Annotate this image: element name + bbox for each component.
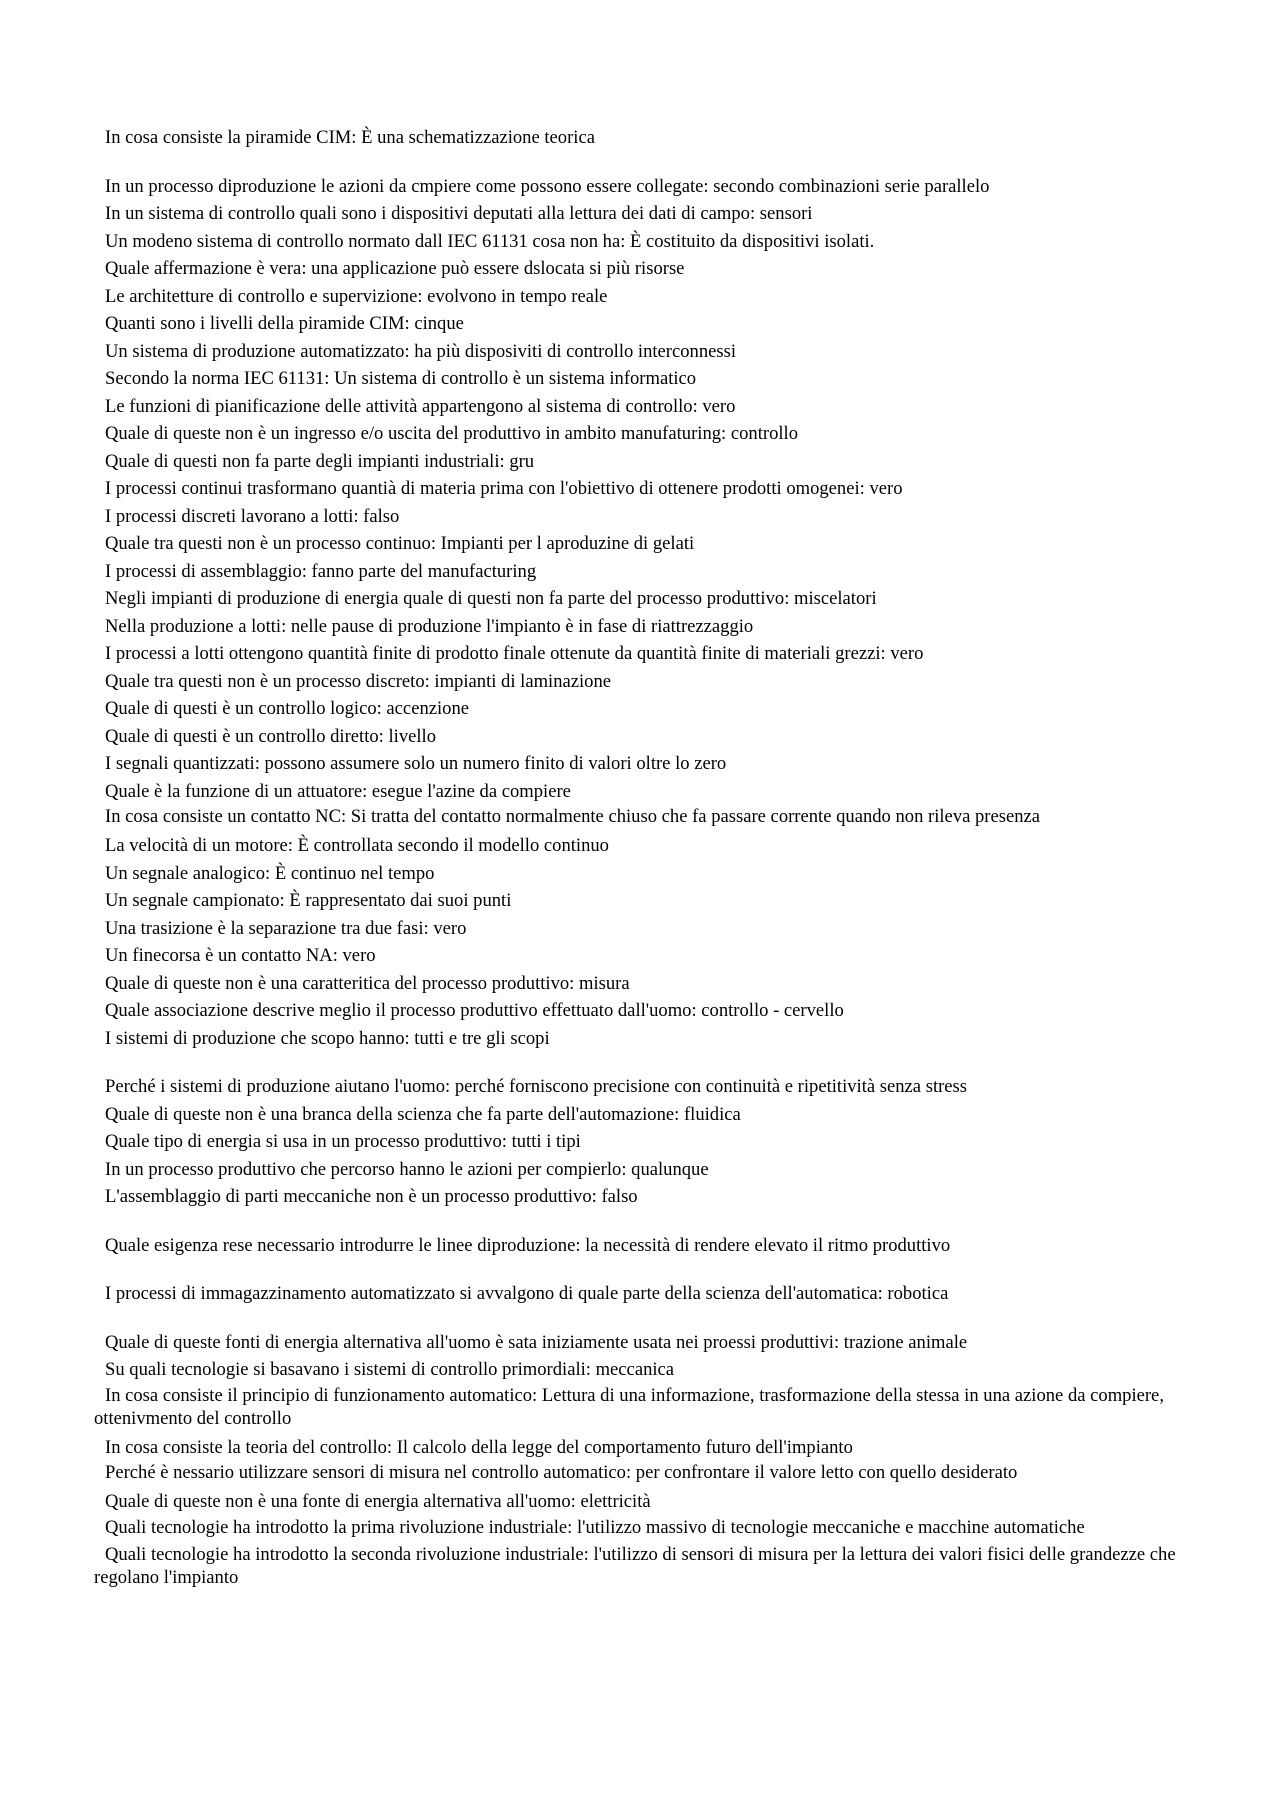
- text-line: Quale di questi non fa parte degli impianti industriali: gru: [105, 450, 535, 472]
- text-line: Quale di queste non è una branca della scienza che fa parte dell'automazione: fluidica: [105, 1103, 741, 1125]
- text-line: Quale di queste fonti di energia alternativa all'uomo è sata iniziamente usata nei proessi produttivi: trazione animale: [105, 1331, 968, 1353]
- text-line: Quale di questi è un controllo diretto: livello: [105, 725, 437, 747]
- text-line: Un segnale campionato: È rappresentato dai suoi punti: [105, 890, 512, 911]
- text-line: Quale di queste non è una caratteritica del processo produttivo: misura: [105, 972, 630, 994]
- text-line: Quale tra questi non è un processo continuo: Impianti per l aproduzine di gelati: [105, 533, 695, 554]
- text-line: Una trasizione è la separazione tra due fasi: vero: [105, 917, 467, 939]
- text-line: La velocità di un motore: È controllata secondo il modello continuo: [105, 835, 609, 856]
- text-line: I processi a lotti ottengono quantità finite di prodotto finale ottenute da quantità finite di materiali grezzi: vero: [105, 643, 924, 664]
- text-line: In un processo diproduzione le azioni da cmpiere come possono essere collegate: secondo combinazioni serie parallelo: [105, 175, 990, 197]
- text-line: I processi discreti lavorano a lotti: falso: [105, 505, 400, 527]
- text-line: Un sistema di produzione automatizzato: ha più disposiviti di controllo interconnessi: [105, 340, 737, 362]
- text-line: Secondo la norma IEC 61131: Un sistema di controllo è un sistema informatico: [105, 368, 697, 389]
- text-line: Le architetture di controllo e supervizione: evolvono in tempo reale: [105, 285, 608, 307]
- text-line: Quale di queste non è una fonte di energia alternativa all'uomo: elettricità: [105, 1491, 651, 1512]
- text-line: In cosa consiste la piramide CIM: È una schematizzazione teorica: [105, 127, 595, 148]
- text-line: Quale esigenza rese necessario introdurre le linee diproduzione: la necessità di rendere elevato il ritmo produttivo: [105, 1234, 951, 1256]
- text-line: In cosa consiste il principio di funzionamento automatico: Lettura di una informazione, trasformazione della stessa in una azione da compiere, ottenivmento del controllo: [94, 1384, 1164, 1429]
- text-line: In un processo produttivo che percorso hanno le azioni per compierlo: qualunque: [105, 1158, 709, 1180]
- text-line: Perché i sistemi di produzione aiutano l'uomo: perché forniscono precisione con continuità e ripetitività senza stress: [105, 1076, 968, 1097]
- text-line: In cosa consiste un contatto NC: Si tratta del contatto normalmente chiuso che fa passare corrente quando non rileva presenza: [105, 806, 1041, 827]
- text-line: In cosa consiste la teoria del controllo: Il calcolo della legge del comportamento futuro dell'impianto: [105, 1436, 853, 1458]
- text-line: Quale affermazione è vera: una applicazione può essere dslocata si più risorse: [105, 258, 685, 279]
- text-line: Un segnale analogico: È continuo nel tempo: [105, 862, 435, 884]
- text-line: In un sistema di controllo quali sono i dispositivi deputati alla lettura dei dati di campo: sensori: [105, 203, 813, 224]
- text-line: Quali tecnologie ha introdotto la prima rivoluzione industriale: l'utilizzo massivo di tecnologie meccaniche e macchine automatiche: [105, 1516, 1085, 1538]
- text-line: Nella produzione a lotti: nelle pause di produzione l'impianto è in fase di riattrezzaggio: [105, 615, 754, 637]
- text-line: I segnali quantizzati: possono assumere solo un numero finito di valori oltre lo zero: [105, 753, 727, 774]
- text-line: Perché è nessario utilizzare sensori di misura nel controllo automatico: per confrontare il valore letto con quello desiderato: [105, 1462, 1018, 1483]
- text-line: Le funzioni di pianificazione delle attività appartengono al sistema di controllo: vero: [105, 395, 736, 417]
- text-line: L'assemblaggio di parti meccaniche non è un processo produttivo: falso: [105, 1186, 638, 1207]
- text-line: Un modeno sistema di controllo normato dall IEC 61131 cosa non ha: È costituito da dispositivi isolati.: [105, 230, 875, 252]
- text-line: Quale di questi è un controllo logico: accenzione: [105, 698, 470, 719]
- text-line: Quale è la funzione di un attuatore: esegue l'azine da compiere: [105, 780, 571, 802]
- text-line: Un finecorsa è un contatto NA: vero: [105, 945, 376, 966]
- text-line: Quale associazione descrive meglio il processo produttivo effettuato dall'uomo: controllo - cervello: [105, 1000, 844, 1021]
- text-line: Quali tecnologie ha introdotto la seconda rivoluzione industriale: l'utilizzo di sensori di misura per la lettura dei valori fisici delle grandezze che regolano l'impianto: [94, 1543, 1176, 1588]
- text-line: Quale tra questi non è un processo discreto: impianti di laminazione: [105, 670, 612, 692]
- text-line: Quale di queste non è un ingresso e/o uscita del produttivo in ambito manufaturing: controllo: [105, 423, 798, 444]
- text-line: I processi di immagazzinamento automatizzato si avvalgono di quale parte della scienza dell'automatica: robotica: [105, 1283, 949, 1304]
- text-line: I sistemi di produzione che scopo hanno: tutti e tre gli scopi: [105, 1027, 550, 1049]
- text-line: Negli impianti di produzione di energia quale di questi non fa parte del processo produttivo: miscelatori: [105, 588, 877, 609]
- text-line: Quale tipo di energia si usa in un processo produttivo: tutti i tipi: [105, 1131, 581, 1152]
- text-line: Quanti sono i livelli della piramide CIM: cinque: [105, 313, 464, 334]
- text-line: I processi continui trasformano quantià di materia prima con l'obiettivo di ottenere prodotti omogenei: vero: [105, 478, 903, 499]
- text-line: Su quali tecnologie si basavano i sistemi di controllo primordiali: meccanica: [105, 1359, 675, 1380]
- text-line: I processi di assemblaggio: fanno parte del manufacturing: [105, 560, 537, 582]
- document-body: [94, 124, 1204, 1593]
